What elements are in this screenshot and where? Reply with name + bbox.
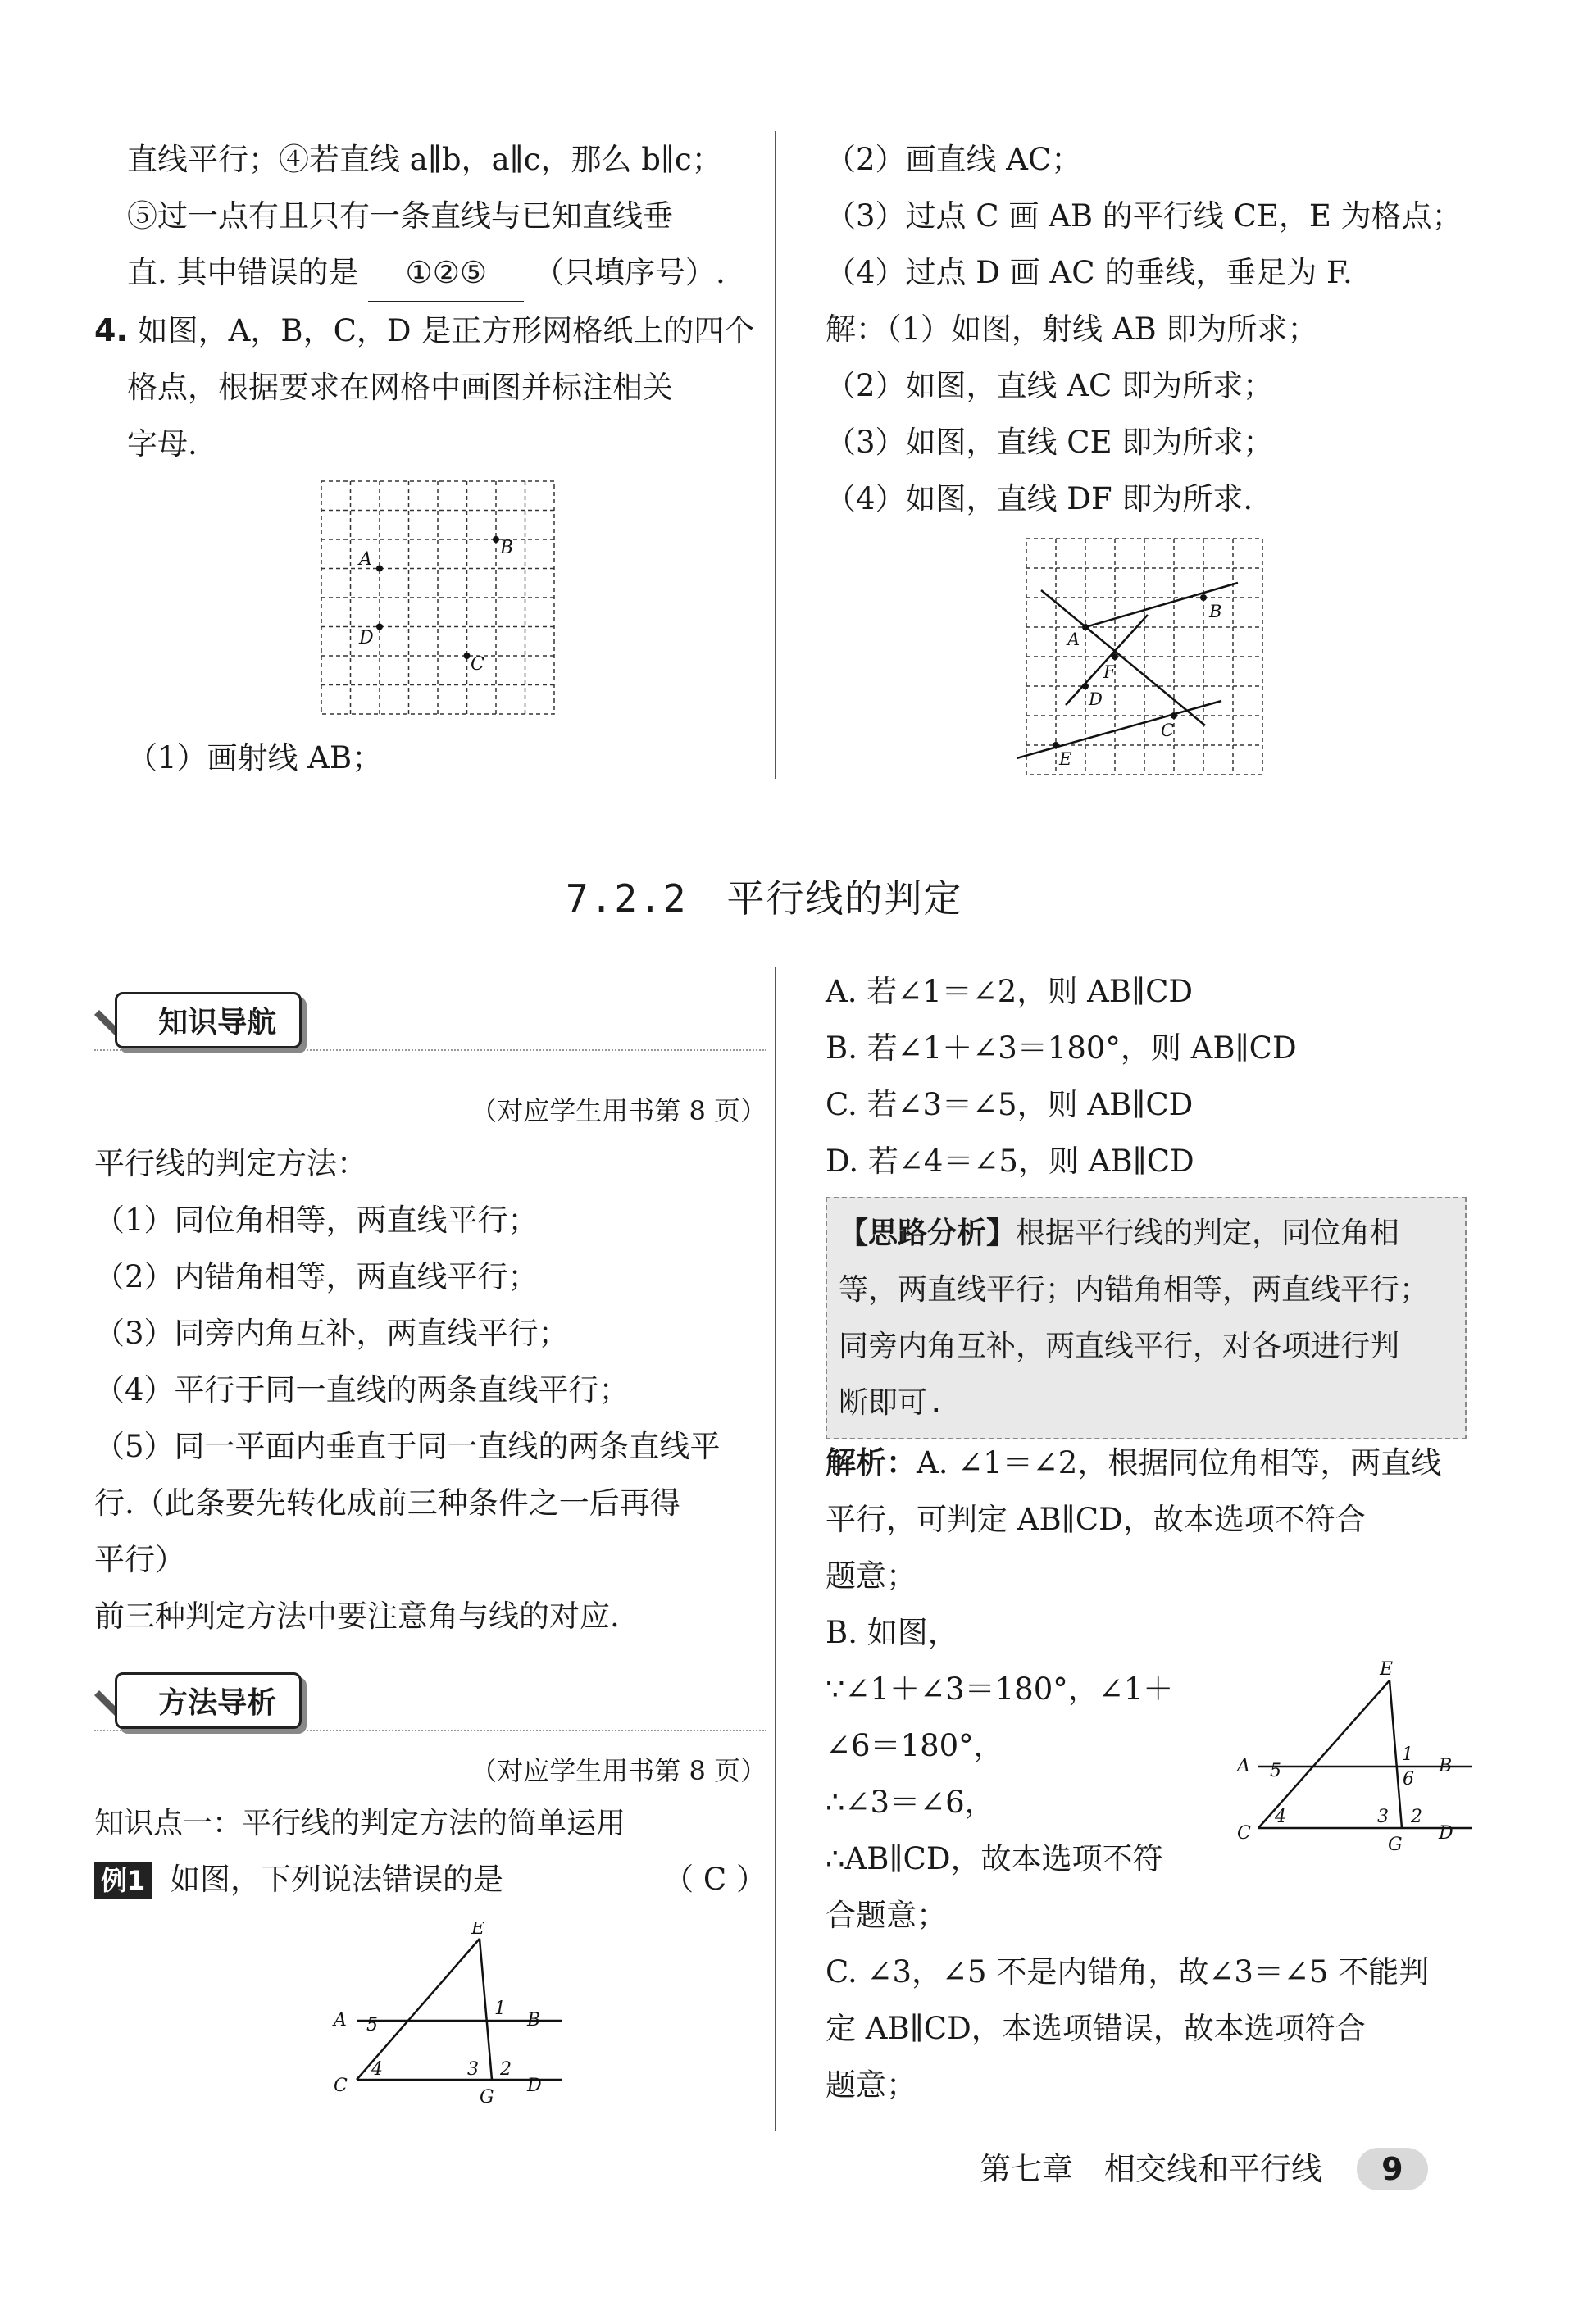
- label-c: C: [471, 654, 484, 675]
- text-line: 行.（此条要先转化成前三种条件之一后再得: [94, 1485, 680, 1521]
- text-line: （4）如图，直线 DF 即为所求.: [826, 481, 1253, 516]
- option-b: B. 若∠1＋∠3＝180°，则 AB∥CD: [826, 1030, 1297, 1066]
- text-fragment: 如图，A，B，C，D 是正方形网格纸上的四个: [137, 313, 755, 348]
- question-grid-figure: [320, 480, 557, 717]
- label-d: D: [359, 628, 374, 648]
- label-c: C: [334, 2076, 348, 2096]
- knowledge-tag-row: [94, 992, 766, 1051]
- analysis-line: 断即可.: [839, 1386, 945, 1420]
- text-line: （1）同位角相等，两直线平行；: [94, 1203, 539, 1238]
- example-1-line: [94, 1851, 766, 1908]
- angle-6: 6: [1403, 1769, 1414, 1790]
- column-divider-top: [775, 131, 776, 779]
- line-df: [1066, 615, 1148, 705]
- text-line: （5）同一平面内垂直于同一直线的两条直线平: [94, 1429, 721, 1464]
- text-line: （4）平行于同一直线的两条直线平行；: [94, 1372, 630, 1408]
- angle-2: 2: [500, 2059, 512, 2080]
- point-b: [493, 536, 499, 543]
- analysis-text: 根据平行线的判定，同位角相: [1016, 1217, 1400, 1250]
- analysis-line: [839, 1205, 1453, 1262]
- section-title: 7.2.2 平行线的判定: [566, 876, 963, 921]
- text-line: 平行线的判定方法：: [94, 1146, 367, 1181]
- angle-4: 4: [371, 2059, 383, 2080]
- label-b: B: [1439, 1756, 1453, 1776]
- solution-line: ∵∠1＋∠3＝180°，∠1＋: [826, 1671, 1174, 1707]
- text-line: （4）过点 D 画 AC 的垂线，垂足为 F.: [826, 255, 1353, 290]
- analysis-box: [826, 1197, 1467, 1439]
- knowledge-point-title: 知识点一：平行线的判定方法的简单运用: [94, 1807, 626, 1840]
- solution-line: 合题意；: [826, 1898, 947, 1933]
- text-line: 前三种判定方法中要注意角与线的对应.: [94, 1599, 620, 1634]
- point-d: [1082, 683, 1089, 689]
- solution-line: B. 如图，: [826, 1615, 958, 1650]
- text-line: （2）内错角相等，两直线平行；: [94, 1259, 539, 1294]
- analysis-label: 【思路分析】: [839, 1217, 1017, 1250]
- text-fragment: 直. 其中错误的是: [127, 255, 359, 290]
- angle-1: 1: [1402, 1744, 1413, 1765]
- angle-5: 5: [366, 2015, 378, 2035]
- label-c: C: [1161, 721, 1175, 740]
- label-b: B: [500, 538, 514, 558]
- text-line: 格点，根据要求在网格中画图并标注相关: [127, 370, 673, 405]
- text-line: （3）过点 C 画 AB 的平行线 CE，E 为格点；: [826, 198, 1462, 234]
- solution-line: ∴AB∥CD，故本选项不符: [826, 1841, 1163, 1876]
- text-line: （3）同旁内角互补，两直线平行；: [94, 1316, 569, 1351]
- grid-svg: [320, 480, 557, 717]
- line-ce: [1258, 1680, 1390, 1828]
- example-badge: 例1: [94, 1862, 152, 1899]
- solution-figure-svg: [1234, 1660, 1480, 1857]
- knowledge-tag: 知识导航: [115, 992, 302, 1048]
- question-4-line: [94, 302, 766, 359]
- angle-5: 5: [1270, 1761, 1281, 1781]
- text-line: 解：（1）如图，射线 AB 即为所求；: [826, 312, 1318, 347]
- page-number: 9: [1357, 2148, 1427, 2190]
- knowledge-body: [94, 1135, 766, 1644]
- label-g: G: [480, 2087, 494, 2108]
- column-divider-bottom: [775, 967, 776, 2131]
- solution-label: 解析：: [826, 1445, 917, 1480]
- point-a: [376, 566, 383, 572]
- example-figure: [324, 1922, 570, 2114]
- angle-4: 4: [1275, 1807, 1286, 1827]
- text-fragment: （只填序号）.: [534, 255, 726, 290]
- label-d: D: [1089, 689, 1103, 709]
- solution-line: C. ∠3，∠5 不是内错角，故∠3＝∠5 不能判: [826, 1954, 1430, 1990]
- text-line: 字母.: [127, 426, 198, 462]
- text-line: 直线平行；④若直线 a∥b，a∥c，那么 b∥c；: [127, 142, 722, 177]
- solution-line: 题意；: [826, 2067, 917, 2103]
- example-text: 如图，下列说法错误的是: [170, 1862, 504, 1897]
- label-g: G: [1388, 1835, 1403, 1855]
- solution-text: A. ∠1＝∠2，根据同位角相等，两直线: [917, 1445, 1442, 1480]
- angle-3: 3: [467, 2059, 479, 2080]
- text-line: 平行）: [94, 1542, 185, 1577]
- options-list: [826, 963, 1473, 1189]
- method-tag: 方法导析: [115, 1672, 302, 1729]
- label-e: E: [471, 1922, 485, 1939]
- label-b: B: [527, 2010, 541, 2031]
- solution-figure: [1234, 1660, 1480, 1860]
- question-4-part-1: （1）画射线 AB；: [127, 740, 383, 775]
- point-c: [464, 653, 471, 659]
- text-line: （2）如图，直线 AC 即为所求；: [826, 368, 1274, 403]
- solution-line: 平行，可判定 AB∥CD，故本选项不符合: [826, 1502, 1366, 1537]
- line-ce: [1017, 701, 1221, 758]
- line-eg: [1390, 1680, 1402, 1828]
- point-f: [1112, 653, 1118, 660]
- option-c: C. 若∠3＝∠5，则 AB∥CD: [826, 1087, 1194, 1122]
- label-e: E: [1059, 749, 1072, 769]
- angle-2: 2: [1411, 1807, 1422, 1827]
- question-number: 4.: [94, 312, 128, 348]
- solution-line: [826, 1435, 1473, 1491]
- label-d: D: [527, 2076, 542, 2096]
- fill-blank-line: [94, 244, 766, 302]
- method-tag-row: [94, 1672, 766, 1731]
- label-d: D: [1439, 1823, 1453, 1844]
- answer-grid-svg: [1017, 537, 1287, 783]
- solution-line: ∠6＝180°，: [826, 1728, 1004, 1763]
- point-a: [1082, 624, 1089, 630]
- label-b: B: [1209, 602, 1222, 621]
- solution-line: 定 AB∥CD，本选项错误，故本选项符合: [826, 2011, 1366, 2046]
- point-d: [376, 624, 383, 630]
- angle-1: 1: [494, 1999, 506, 2019]
- method-page-ref: （对应学生用书第 8 页）: [471, 1755, 766, 1786]
- analysis-line: 同旁内角互补，两直线平行，对各项进行判: [839, 1330, 1400, 1363]
- label-a: A: [359, 549, 372, 570]
- label-a: A: [334, 2010, 347, 2031]
- solution-line: 题意；: [826, 1558, 917, 1594]
- page-footer: [980, 2144, 1428, 2190]
- top-left-column: [94, 131, 766, 472]
- answer-blank: ①②⑤: [368, 244, 524, 302]
- label-f: F: [1103, 662, 1116, 682]
- line-ac: [1041, 590, 1205, 725]
- example-figure-svg: [324, 1922, 570, 2111]
- point-b: [1200, 594, 1207, 601]
- top-right-column: [826, 131, 1473, 527]
- text-line: ⑤过一点有且只有一条直线与已知直线垂: [127, 198, 673, 234]
- chapter-title: 第七章 相交线和平行线: [980, 2151, 1323, 2187]
- point-e: [1053, 742, 1059, 748]
- point-c: [1171, 712, 1177, 719]
- angle-3: 3: [1377, 1807, 1389, 1827]
- text-line: （2）画直线 AC；: [826, 142, 1082, 177]
- label-a: A: [1237, 1756, 1250, 1776]
- text-line: （3）如图，直线 CE 即为所求；: [826, 425, 1274, 460]
- solution-line: ∴∠3＝∠6，: [826, 1785, 995, 1820]
- label-a: A: [1067, 630, 1080, 649]
- label-c: C: [1237, 1823, 1251, 1844]
- option-d: D. 若∠4＝∠5，则 AB∥CD: [826, 1144, 1194, 1179]
- line-eg: [480, 1939, 492, 2080]
- knowledge-page-ref: （对应学生用书第 8 页）: [471, 1095, 766, 1126]
- example-answer: （ C ）: [663, 1862, 766, 1897]
- answer-grid-figure: [1017, 537, 1287, 783]
- analysis-line: 等，两直线平行；内错角相等，两直线平行；: [839, 1273, 1430, 1307]
- option-a: A. 若∠1＝∠2，则 AB∥CD: [826, 974, 1194, 1009]
- label-e: E: [1380, 1660, 1394, 1680]
